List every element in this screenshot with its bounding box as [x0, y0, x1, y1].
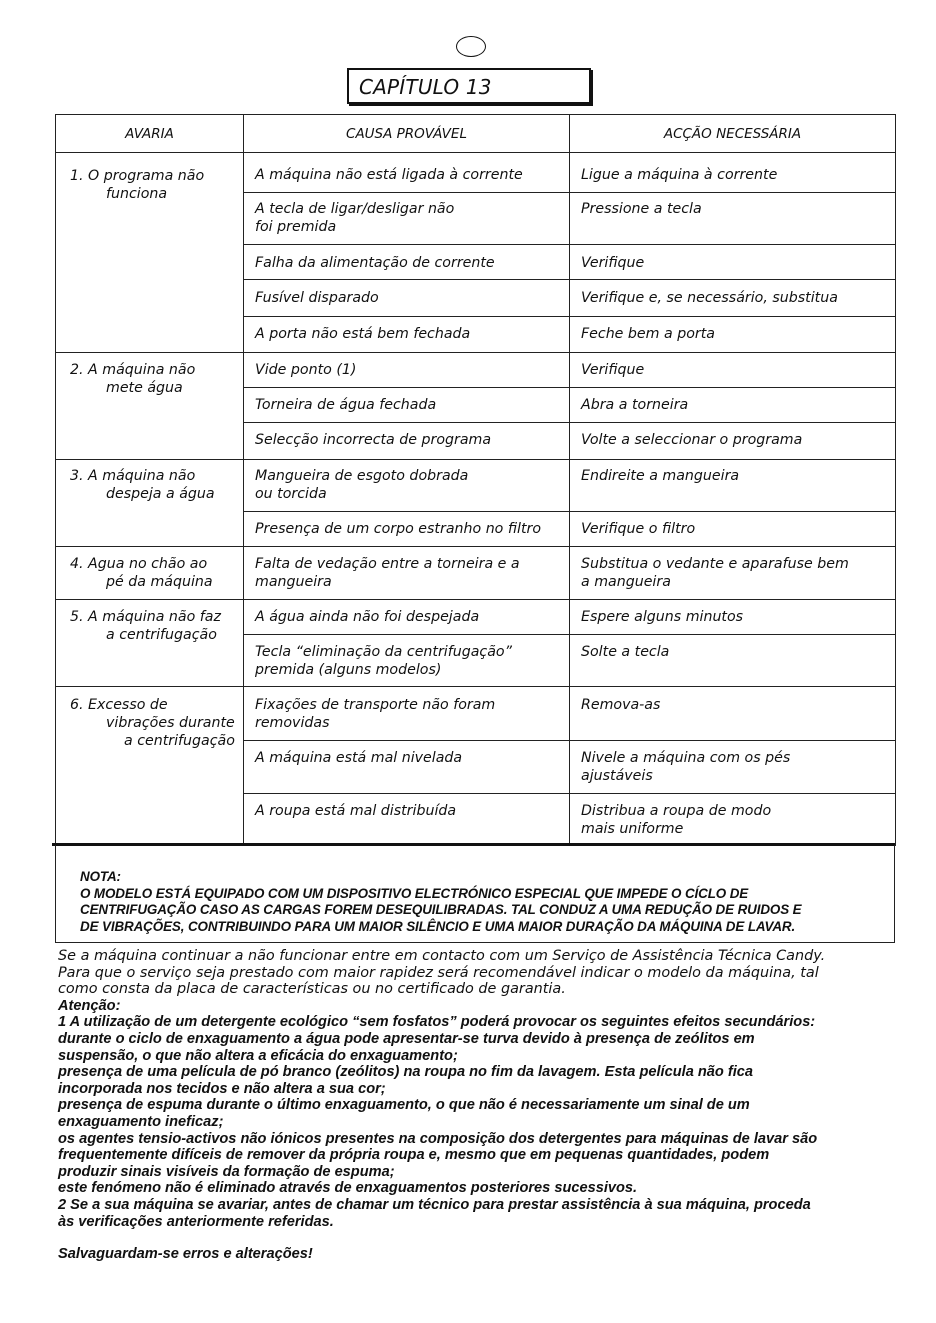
fault-cell — [56, 547, 244, 600]
table-header-row — [56, 115, 896, 153]
table-row — [56, 353, 896, 388]
action-cell: Distribua a roupa de modo mais uniforme — [570, 794, 896, 846]
action-cell: Ligue a máquina à corrente — [570, 153, 896, 193]
cause-cell: Tecla “eliminação da centrifugação” premida (alguns modelos) — [244, 635, 570, 687]
attention-line: presença de uma película de pó branco (zeólitos) na roupa no fim da lavagem. Esta película não fica — [58, 1064, 754, 1081]
fault-text: 3. A máquina não despeja a água — [70, 468, 215, 502]
header-fault: AVARIA — [56, 115, 244, 153]
cause-cell: Vide ponto (1) — [244, 353, 570, 388]
attention-line: presença de espuma durante o último enxaguamento, o que não é necessariamente um sinal de um — [58, 1097, 750, 1114]
cause-cell: Fusível disparado — [244, 280, 570, 317]
cause-cell: A porta não está bem fechada — [244, 317, 570, 353]
action-cell: Nivele a máquina com os pés ajustáveis — [570, 741, 896, 794]
action-cell: Verifique — [570, 353, 896, 388]
chapter-title: CAPÍTULO 13 — [347, 68, 591, 104]
fault-cell — [56, 600, 244, 687]
header-action: ACÇÃO NECESSÁRIA — [570, 115, 896, 153]
cause-cell: Fixações de transporte não foram removidas — [244, 687, 570, 741]
action-cell: Verifique e, se necessário, substitua — [570, 280, 896, 317]
table-row — [56, 460, 896, 512]
cause-cell: Falha da alimentação de corrente — [244, 245, 570, 280]
fault-text: 5. A máquina não faz a centrifugação — [70, 609, 221, 643]
table-row — [56, 153, 896, 193]
troubleshooting-table — [55, 114, 896, 846]
cause-cell: Torneira de água fechada — [244, 388, 570, 423]
fault-cell — [56, 153, 244, 353]
cause-cell: A água ainda não foi despejada — [244, 600, 570, 635]
action-cell: Solte a tecla — [570, 635, 896, 687]
fault-text: 6. Excesso de vibrações durante a centrifugação — [70, 697, 235, 749]
cause-cell: A roupa está mal distribuída — [244, 794, 570, 846]
attention-line: produzir sinais visíveis da formação de espuma; — [58, 1163, 395, 1180]
header-cause: CAUSA PROVÁVEL — [244, 115, 570, 153]
attention-line: este fenómeno não é eliminado através de enxaguamentos posteriores sucessivos. — [58, 1180, 638, 1197]
fault-cell — [56, 460, 244, 547]
action-cell: Endireite a mangueira — [570, 460, 896, 512]
attention-line: durante o ciclo de enxaguamento a água pode apresentar-se turva devido à presença de zeólitos em — [58, 1030, 755, 1047]
action-cell: Verifique o filtro — [570, 512, 896, 547]
attention-line: 1 A utilização de um detergente ecológico “sem fosfatos” poderá provocar os seguintes efeitos secundários: — [58, 1014, 816, 1031]
intro-line: como consta da placa de características ou no certificado de garantia. — [58, 981, 566, 998]
cause-cell: Falta de vedação entre a torneira e a mangueira — [244, 547, 570, 600]
fault-text: 1. O programa não funciona — [70, 168, 205, 202]
language-oval-mark — [456, 36, 486, 57]
action-cell: Verifique — [570, 245, 896, 280]
cause-cell: Selecção incorrecta de programa — [244, 423, 570, 460]
fault-text: 4. Agua no chão ao pé da máquina — [70, 556, 213, 590]
attention-line: os agentes tensio-activos não iónicos presentes na composição dos detergentes para máquinas de lavar são — [58, 1130, 818, 1147]
action-cell: Abra a torneira — [570, 388, 896, 423]
intro-line: Para que o serviço seja prestado com maior rapidez será recomendável indicar o modelo da máquina, tal — [58, 964, 819, 981]
action-cell: Espere alguns minutos — [570, 600, 896, 635]
note-line: DE VIBRAÇÕES, CONTRIBUINDO PARA UM MAIOR SILÊNCIO E UMA MAIOR DURAÇÃO DA MÁQUINA DE LAVAR. — [80, 918, 796, 934]
action-cell: Feche bem a porta — [570, 317, 896, 353]
cause-cell: Presença de um corpo estranho no filtro — [244, 512, 570, 547]
note-title: NOTA: — [80, 869, 121, 884]
action-cell: Volte a seleccionar o programa — [570, 423, 896, 460]
fault-cell — [56, 687, 244, 846]
attention-line: suspensão, o que não altera a eficácia do enxaguamento; — [58, 1047, 458, 1064]
cause-cell: A tecla de ligar/desligar não foi premida — [244, 193, 570, 245]
note-box — [55, 845, 895, 943]
attention-line: incorporada nos tecidos e não altera a sua cor; — [58, 1080, 386, 1097]
action-cell: Substitua o vedante e aparafuse bem a mangueira — [570, 547, 896, 600]
table-row — [56, 687, 896, 741]
cause-cell: A máquina está mal nivelada — [244, 741, 570, 794]
note-line: CENTRIFUGAÇÃO CASO AS CARGAS FOREM DESEQUILIBRADAS. TAL CONDUZ A UMA REDUÇÃO DE RUIDOS E — [80, 902, 802, 917]
attention-heading: Atenção: — [58, 997, 121, 1014]
attention-line: às verificações anteriormente referidas. — [58, 1213, 334, 1230]
action-cell: Pressione a tecla — [570, 193, 896, 245]
attention-line: enxaguamento ineficaz; — [58, 1113, 224, 1130]
body-text — [58, 948, 898, 1263]
attention-line: 2 Se a sua máquina se avariar, antes de chamar um técnico para prestar assistência à sua máquina, proceda — [58, 1196, 811, 1213]
intro-line: Se a máquina continuar a não funcionar entre em contacto com um Serviço de Assistência Técnica Candy. — [58, 948, 826, 964]
cause-cell: Mangueira de esgoto dobrada ou torcida — [244, 460, 570, 512]
table-row — [56, 547, 896, 600]
attention-line: frequentemente difíceis de remover da própria roupa e, mesmo que em pequenas quantidades, podem — [58, 1147, 770, 1164]
fault-text: 2. A máquina não mete água — [70, 362, 196, 396]
fault-cell — [56, 353, 244, 460]
action-cell: Remova-as — [570, 687, 896, 741]
closing-disclaimer: Salvaguardam-se erros e alterações! — [58, 1246, 313, 1263]
cause-cell: A máquina não está ligada à corrente — [244, 153, 570, 193]
note-line: O MODELO ESTÁ EQUIPADO COM UM DISPOSITIVO ELECTRÓNICO ESPECIAL QUE IMPEDE O CÍCLO DE — [80, 885, 749, 901]
table-row — [56, 600, 896, 635]
